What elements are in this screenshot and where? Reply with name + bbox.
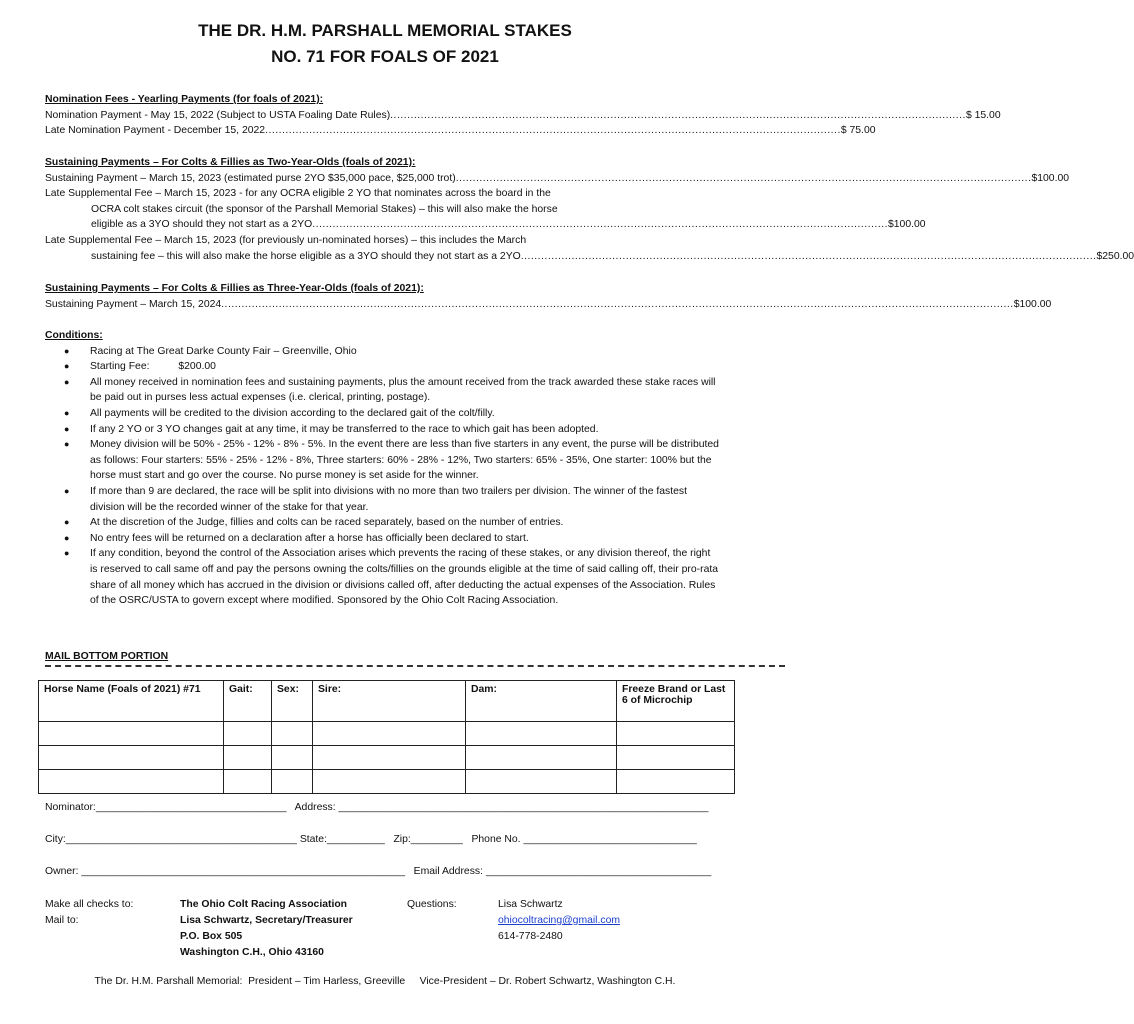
microchip-cell[interactable] bbox=[617, 746, 735, 770]
fee-row bbox=[45, 297, 1052, 313]
cut-line bbox=[45, 665, 785, 667]
sustaining-two-heading: Sustaining Payments – For Colts & Fillies as Two-Year-Olds (foals of 2021): bbox=[45, 157, 416, 168]
email-field[interactable]: Email Address: _______________________________________ bbox=[413, 866, 712, 877]
bullet-icon: ● bbox=[64, 485, 70, 496]
fee-amount: $ 75.00 bbox=[840, 125, 876, 137]
column-header: Freeze Brand or Last 6 of Microchip bbox=[617, 681, 735, 722]
table-row bbox=[39, 746, 735, 770]
microchip-cell[interactable] bbox=[617, 722, 735, 746]
email-link[interactable]: ohiocoltracing@gmail.com bbox=[498, 915, 621, 926]
fee-amount: $100.00 bbox=[1031, 172, 1070, 184]
payment-labels bbox=[45, 897, 133, 929]
city-line bbox=[45, 834, 735, 845]
condition-item: ● Money division will be 50% - 25% - 12% - 8% - 5%. In the event there are less than five starters in any event, the purse will be distributed as follows: Four starters: 55% - 25% - 12% - 8%, Three starters: 60% - 28% - 12%, Two starters: 65% - 35%, One starter: 100% but the horse must start and go over the course. No purse money is set aside for the winner. bbox=[64, 439, 719, 482]
po-box: P.O. Box 505 bbox=[180, 931, 243, 942]
conditions-section bbox=[45, 328, 720, 609]
sustaining-three-heading: Sustaining Payments – For Colts & Fillies as Three-Year-Olds (foals of 2021): bbox=[45, 283, 424, 294]
leader-dots: .......................................................................................................................................................................... bbox=[312, 219, 888, 231]
mail-heading: MAIL BOTTOM PORTION bbox=[45, 651, 169, 662]
sire-cell[interactable] bbox=[313, 746, 466, 770]
condition-item: ● At the discretion of the Judge, fillies and colts can be raced separately, based on the number of entries. bbox=[45, 515, 720, 531]
leader-dots: .......................................................................................................................................................................... bbox=[265, 125, 841, 137]
questions-label: Questions: bbox=[407, 899, 457, 910]
condition-item: ● All money received in nomination fees and sustaining payments, plus the amount received from the track awarded these stake races will be paid out in purses less actual expenses (i.e. clerical, printing, postage). bbox=[64, 376, 716, 404]
column-header: Sire: bbox=[313, 681, 466, 722]
owner-field[interactable]: Owner: ________________________________________________________ bbox=[45, 866, 405, 877]
gait-cell[interactable] bbox=[224, 770, 272, 794]
sire-cell[interactable] bbox=[313, 722, 466, 746]
column-header: Sex: bbox=[272, 681, 313, 722]
condition-item: ● Starting Fee: $200.00 bbox=[45, 359, 720, 375]
bullet-icon: ● bbox=[64, 345, 70, 356]
fee-label: Late Nomination Payment - December 15, 2022 bbox=[45, 125, 266, 137]
fee-row bbox=[45, 249, 1134, 265]
dam-cell[interactable] bbox=[466, 770, 617, 794]
fee-label: Sustaining Payment – March 15, 2023 (estimated purse 2YO $35,000 pace, $25,000 trot) bbox=[45, 172, 456, 184]
fee-label: Sustaining Payment – March 15, 2024 bbox=[45, 298, 222, 310]
zip-field[interactable]: Zip:_________ bbox=[393, 834, 463, 845]
nomination-heading: Nomination Fees - Yearling Payments (for foals of 2021): bbox=[45, 94, 324, 105]
bullet-icon: ● bbox=[64, 517, 70, 528]
checks-label: Make all checks to: bbox=[45, 899, 134, 910]
leader-dots: .......................................................................................................................................................................................................................................... bbox=[221, 298, 1014, 310]
fee-row bbox=[45, 217, 926, 233]
city-field[interactable]: City:________________________________________ bbox=[45, 834, 297, 845]
fee-amount: $250.00 bbox=[1096, 250, 1134, 262]
gait-cell[interactable] bbox=[224, 722, 272, 746]
fee-label: sustaining fee – this will also make the horse eligible as a 3YO should they not start as a 2YO bbox=[91, 250, 521, 262]
fee-row bbox=[45, 108, 1001, 124]
fee-amount: $100.00 bbox=[887, 219, 926, 231]
leader-dots: .......................................................................................................................................................................... bbox=[520, 250, 1097, 262]
mailing-address bbox=[180, 897, 353, 961]
condition-item: ● If any 2 YO or 3 YO changes gait at any time, it may be transferred to the race to which gait has been adopted. bbox=[45, 422, 720, 438]
horse-name-cell[interactable] bbox=[39, 746, 224, 770]
conditions-heading: Conditions: bbox=[45, 330, 103, 341]
page-title: THE DR. H.M. PARSHALL MEMORIAL STAKES bbox=[198, 21, 572, 40]
nomination-section bbox=[45, 92, 1001, 139]
fee-description: OCRA colt stakes circuit (the sponsor of the Parshall Memorial Stakes) – this will also make the horse bbox=[91, 203, 558, 215]
fee-description: Late Supplemental Fee – March 15, 2023 (for previously un-nominated horses) – this includes the March bbox=[45, 234, 527, 246]
bullet-icon: ● bbox=[64, 376, 70, 387]
nominator-field[interactable]: Nominator:_________________________________ bbox=[45, 802, 287, 813]
fee-row bbox=[45, 123, 876, 139]
horse-name-cell[interactable] bbox=[39, 722, 224, 746]
footer-officers: The Dr. H.M. Parshall Memorial: President – Tim Harless, Greeville Vice-President – Dr. Robert Schwartz, Washington C.H. bbox=[94, 976, 676, 987]
org-name: The Ohio Colt Racing Association bbox=[180, 899, 348, 910]
sustaining-two-section bbox=[45, 155, 1134, 264]
state-field[interactable]: State:__________ bbox=[299, 834, 385, 845]
table-row bbox=[39, 770, 735, 794]
fee-label: Nomination Payment - May 15, 2022 (Subject to USTA Foaling Date Rules) bbox=[45, 109, 391, 121]
condition-item: ● All payments will be credited to the division according to the declared gait of the colt/filly. bbox=[45, 406, 720, 422]
conditions-list bbox=[45, 344, 720, 609]
sex-cell[interactable] bbox=[272, 770, 313, 794]
bullet-icon: ● bbox=[64, 532, 70, 543]
contact-name: Lisa Schwartz, Secretary/Treasurer bbox=[180, 915, 353, 926]
leader-dots: .......................................................................................................................................................................... bbox=[455, 172, 1032, 184]
bullet-icon: ● bbox=[64, 439, 70, 450]
sex-cell[interactable] bbox=[272, 746, 313, 770]
condition-item: ● Racing at The Great Darke County Fair – Greenville, Ohio bbox=[45, 344, 720, 360]
address-field[interactable]: Address: ________________________________________________________________ bbox=[294, 802, 709, 813]
owner-line bbox=[45, 866, 735, 877]
questions-contact bbox=[498, 897, 620, 945]
condition-item: ● If any condition, beyond the control of the Association arises which prevents the racing of these stakes, or any division thereof, the right is reserved to call same off and pay the persons owning the colts/fillies on the grounds eligible at the time of said calling off, their pro-rata share of all money which has accrued in the division or divisions called off, after deducting the actual expenses of the Association. Rules of the OSRC/USTA to govern except where modified. Sponsored by the Ohio Colt Racing Association. bbox=[64, 548, 719, 607]
question-phone: 614-778-2480 bbox=[498, 931, 563, 942]
phone-field[interactable]: Phone No. ______________________________ bbox=[471, 834, 697, 845]
table-header-row bbox=[39, 681, 735, 722]
table-row bbox=[39, 722, 735, 746]
page-subtitle: NO. 71 FOR FOALS OF 2021 bbox=[271, 47, 499, 66]
bullet-icon: ● bbox=[64, 548, 70, 559]
column-header: Gait: bbox=[224, 681, 272, 722]
fee-description: Late Supplemental Fee – March 15, 2023 - for any OCRA eligible 2 YO that nominates across the board in the bbox=[45, 188, 551, 200]
sire-cell[interactable] bbox=[313, 770, 466, 794]
gait-cell[interactable] bbox=[224, 746, 272, 770]
condition-item: ● If more than 9 are declared, the race will be split into divisions with no more than two trailers per division. The winner of the fastest division will be the recorded winner of the stake for that year. bbox=[64, 485, 687, 513]
column-header: Dam: bbox=[466, 681, 617, 722]
sex-cell[interactable] bbox=[272, 722, 313, 746]
mail-city: Washington C.H., Ohio 43160 bbox=[180, 947, 324, 958]
column-header: Horse Name (Foals of 2021) #71 bbox=[39, 681, 224, 722]
horse-entry-table bbox=[38, 680, 735, 794]
leader-dots: .......................................................................................................................................................................... bbox=[390, 109, 966, 121]
fee-amount: $100.00 bbox=[1013, 298, 1052, 310]
horse-name-cell[interactable] bbox=[39, 770, 224, 794]
nominator-line bbox=[45, 802, 735, 813]
sustaining-three-section bbox=[45, 281, 1052, 312]
bullet-icon: ● bbox=[64, 423, 70, 434]
bullet-icon: ● bbox=[64, 361, 70, 372]
dam-cell[interactable] bbox=[466, 746, 617, 770]
condition-item: ● No entry fees will be returned on a declaration after a horse has officially been declared to start. bbox=[45, 531, 720, 547]
fee-label: eligible as a 3YO should they not start as a 2YO bbox=[91, 219, 313, 231]
dam-cell[interactable] bbox=[466, 722, 617, 746]
bullet-icon: ● bbox=[64, 407, 70, 418]
microchip-cell[interactable] bbox=[617, 770, 735, 794]
fee-amount: $ 15.00 bbox=[965, 109, 1001, 121]
fee-row bbox=[45, 171, 1070, 187]
question-name: Lisa Schwartz bbox=[498, 899, 563, 910]
mail-label: Mail to: bbox=[45, 915, 79, 926]
